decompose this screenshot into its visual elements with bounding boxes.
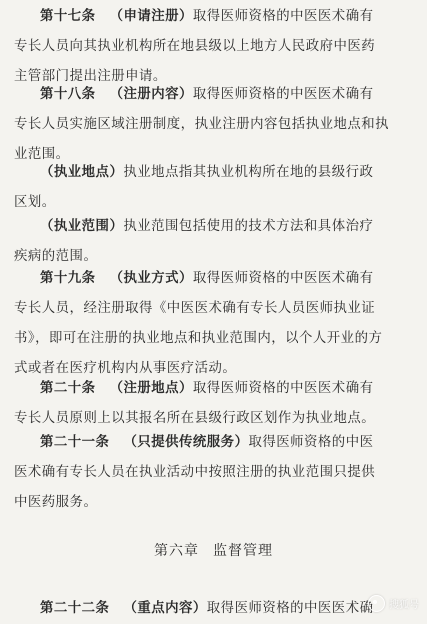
- wechat-logo-icon: [368, 595, 385, 612]
- chapter-title: 监督管理: [213, 543, 273, 559]
- article-text-line: 专长人员，经注册取得《中医医术确有专长人员医师执业证: [14, 301, 376, 316]
- watermark-text: 搜狐号: [389, 600, 419, 611]
- article-text-line: 取得医师资格的中医: [248, 435, 374, 450]
- article-text-line: 式或者在医疗机构内从事医疗活动。: [14, 361, 237, 376]
- article-text-line: 取得医师资格的中医医术确: [206, 601, 374, 616]
- article-number: 第二十二条: [40, 601, 110, 616]
- article-text-line: 中医药服务。: [14, 495, 98, 510]
- article-text-line: 主管部门提出注册申请。: [14, 69, 167, 84]
- article-text-line: 专长人员原则上以其报名所在县级行政区划作为执业地点。: [14, 411, 376, 426]
- article-text-line: 疾病的范围。: [14, 249, 98, 264]
- article-number: 第二十一条: [40, 435, 110, 450]
- article-number: 第二十条: [40, 381, 96, 396]
- article-number: 第十七条: [40, 9, 96, 24]
- article-text-line: 书》，即可在注册的执业地点和执业范围内，以个人开业的方: [14, 331, 383, 346]
- article-text-line: 医术确有专长人员在执业活动中按照注册的执业范围只提供: [14, 465, 376, 480]
- article-text-line: 专长人员向其执业机构所在地县级以上地方人民政府中医药: [14, 39, 376, 54]
- article-text-line: 专长人员实施区域注册制度，执业注册内容包括执业地点和执: [14, 117, 390, 132]
- article-text-line: 执业范围包括使用的技术方法和具体治疗: [123, 219, 374, 234]
- article-label: （执业方式）: [109, 271, 193, 286]
- article-label: （申请注册）: [109, 9, 193, 24]
- chapter-heading: [0, 540, 427, 560]
- article-number: 第十九条: [40, 271, 96, 286]
- article-label: （注册内容）: [109, 87, 193, 102]
- article-label: （重点内容）: [123, 601, 207, 616]
- article-text-line: 执业地点指其执业机构所在地的县级行政: [123, 165, 374, 180]
- chapter-number: 第六章: [154, 543, 199, 559]
- article-text-line: 业范围。: [14, 147, 70, 162]
- article-text-line: 区划。: [14, 195, 56, 210]
- watermark: [368, 595, 419, 612]
- article-text-line: 取得医师资格的中医医术确有: [192, 381, 374, 396]
- article-text-line: 取得医师资格的中医医术确有: [192, 87, 374, 102]
- article-label: （注册地点）: [109, 381, 193, 396]
- article-text-line: 取得医师资格的中医医术确有: [192, 271, 374, 286]
- article-number: 第十八条: [40, 87, 96, 102]
- section-label: （执业范围）: [40, 219, 124, 234]
- article-text-line: 取得医师资格的中医医术确有: [192, 9, 374, 24]
- section-label: （执业地点）: [40, 165, 124, 180]
- article-label: （只提供传统服务）: [123, 435, 249, 450]
